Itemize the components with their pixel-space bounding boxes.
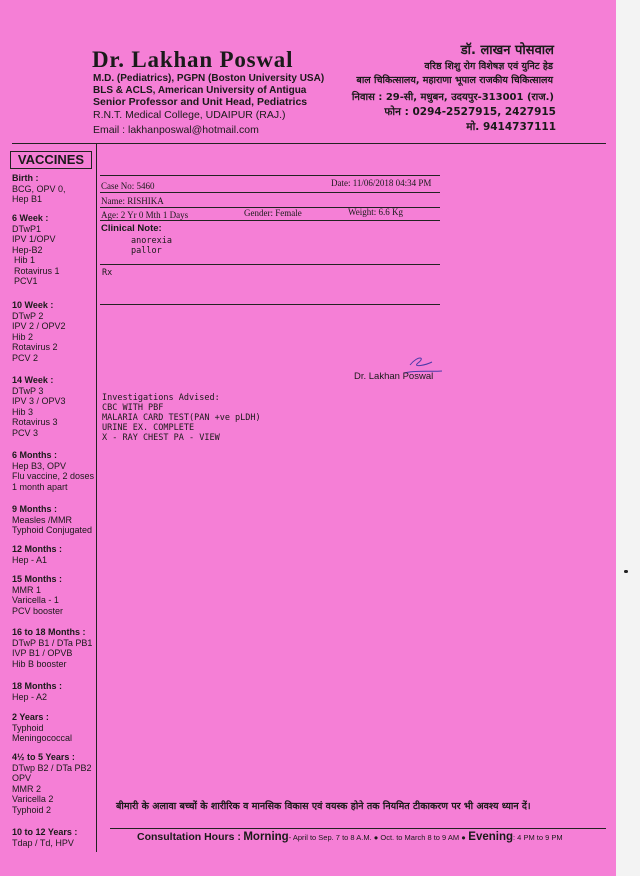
investigations-label: Investigations Advised: xyxy=(102,393,220,403)
morning-label: Morning xyxy=(243,831,289,843)
vaccine-section-heading: 4½ to 5 Years : xyxy=(12,752,75,762)
vaccine-item: DTwp B2 / DTa PB2 xyxy=(12,762,92,773)
doctor-name: Dr. Lakhan Poswal xyxy=(92,47,294,72)
consultation-hours xyxy=(137,831,563,843)
clinical-note-label: Clinical Note: xyxy=(101,223,162,234)
vaccine-item: DTwP1 xyxy=(12,223,42,234)
patient-top-rule xyxy=(100,175,440,176)
footer-divider xyxy=(110,828,606,829)
vaccine-item: Typhoid xyxy=(12,722,44,733)
vaccine-item: Rotavirus 3 xyxy=(12,417,58,427)
hindi-phone: फोन : 0294-2527915, 2427915 xyxy=(384,106,556,118)
vaccines-title xyxy=(10,151,92,169)
header-divider xyxy=(12,143,606,144)
vaccine-item: Hib 2 xyxy=(12,331,34,342)
vaccine-item: Hep B3, OPV xyxy=(12,460,67,471)
vaccine-section-heading: 15 Months : xyxy=(12,574,63,584)
vaccine-item: IPV 3 / OPV3 xyxy=(12,396,66,406)
vaccine-item: DTwP 3 xyxy=(12,385,44,396)
vaccine-section-heading: 6 Week : xyxy=(12,213,49,223)
vaccine-section-heading: Birth : xyxy=(12,173,39,183)
vaccine-section xyxy=(12,752,92,815)
vaccine-item: Tdap / Td, HPV xyxy=(12,837,74,848)
vaccine-item: Rotavirus 2 xyxy=(12,342,58,352)
evening-label: Evening xyxy=(468,831,514,843)
hindi-mobile: मो. 9414737111 xyxy=(466,121,556,133)
hindi-address: निवास : 29-सी, मधुबन, उदयपुर-313001 (राज.) xyxy=(351,92,554,103)
vaccine-item: Hib B booster xyxy=(12,658,67,669)
vaccine-item: Varicella 2 xyxy=(12,794,54,804)
vaccine-section xyxy=(12,627,92,669)
vaccine-section-heading: 6 Months : xyxy=(12,450,57,460)
vaccine-section-heading: 10 to 12 Years : xyxy=(12,827,78,837)
vaccine-item: PCV booster xyxy=(12,605,64,616)
vaccine-section xyxy=(12,450,94,492)
edge-speck xyxy=(624,570,628,573)
vaccine-item: Hep - A2 xyxy=(12,691,48,702)
vaccine-section xyxy=(12,712,72,744)
vaccine-item: Varicella - 1 xyxy=(12,595,59,605)
case-rule xyxy=(100,192,440,193)
hindi-title: वरिष्ठ शिशु रोग विशेषज्ञ एवं युनिट हेड xyxy=(424,61,553,72)
hindi-vaccination-note: बीमारी के अलावा बच्चों के शारीरिक व मानसिक विकास एवं वयस्क होने तक नियमित टीकाकरण पर भी अवश्य ध्यान दें। xyxy=(116,801,531,812)
morning-hours: - April to Sep. 7 to 8 A.M. ● Oct. to March 8 to 9 AM ● xyxy=(288,833,466,842)
vaccine-item: IPV 2 / OPV2 xyxy=(12,321,66,331)
vaccine-section-heading: 14 Week : xyxy=(12,375,54,385)
vaccine-item: 1 month apart xyxy=(12,481,68,492)
vaccine-item: PCV 2 xyxy=(12,352,39,363)
vaccine-item: Hib 3 xyxy=(12,406,34,417)
age-rule xyxy=(100,220,440,221)
vaccine-item: PCV1 xyxy=(14,276,38,286)
vaccine-section xyxy=(12,213,60,287)
clinical-rule xyxy=(100,264,440,265)
vaccine-item: MMR 2 xyxy=(12,783,41,794)
vaccine-column-divider xyxy=(96,144,97,852)
rx-label: Rx xyxy=(102,268,113,278)
credentials-line-2: BLS & ACLS, American University of Antigua xyxy=(93,85,307,96)
vaccine-item: Hep-B2 xyxy=(12,244,43,255)
vaccine-section xyxy=(12,173,66,205)
signature-name: Dr. Lakhan Poswal xyxy=(354,371,434,382)
vaccine-item: MMR 1 xyxy=(12,584,41,595)
vaccine-section xyxy=(12,544,62,565)
vaccine-item: IVP B1 / OPVB xyxy=(12,648,73,658)
vaccine-section xyxy=(12,300,66,363)
position-line: Senior Professor and Unit Head, Pediatrics xyxy=(93,96,308,108)
investigation-3: URINE EX. COMPLETE xyxy=(102,423,195,433)
vaccine-section xyxy=(12,504,92,536)
evening-hours: : 4 PM to 9 PM xyxy=(513,833,563,842)
clinical-note-2: pallor xyxy=(131,246,162,256)
vaccine-section-heading: 2 Years : xyxy=(12,712,49,722)
vaccines-title-text: VACCINES xyxy=(17,152,85,167)
investigation-4: X - RAY CHEST PA - VIEW xyxy=(102,433,220,443)
patient-gender: Gender: Female xyxy=(244,208,302,218)
vaccine-item: Measles /MMR xyxy=(12,514,73,525)
vaccine-item: Meningococcal xyxy=(12,733,73,743)
vaccine-item: Hib 1 xyxy=(14,255,36,265)
vaccine-section-heading: 9 Months : xyxy=(12,504,57,514)
vaccine-section-heading: 18 Months : xyxy=(12,681,63,691)
vaccine-section xyxy=(12,375,66,438)
vaccine-item: OPV xyxy=(12,773,32,783)
vaccine-section-heading: 10 Week : xyxy=(12,300,54,310)
vaccine-item: BCG, OPV 0, xyxy=(12,183,66,194)
vaccine-section-heading: 12 Months : xyxy=(12,544,63,554)
hindi-hospital: बाल चिकित्सालय, महाराणा भूपाल राजकीय चिकित्सालय xyxy=(356,75,553,86)
hindi-doctor-name: डॉ. लाखन पोसवाल xyxy=(460,43,554,58)
vaccine-item: Typhoid Conjugated xyxy=(12,525,93,535)
vaccine-item: Typhoid 2 xyxy=(12,804,52,815)
vaccine-item: Hep - A1 xyxy=(12,554,48,565)
case-number: Case No: 5460 xyxy=(101,181,155,191)
vaccine-section-heading: 16 to 18 Months : xyxy=(12,627,86,637)
rx-rule xyxy=(100,304,440,305)
vaccine-item: DTwP 2 xyxy=(12,310,44,321)
email-line: Email : lakhanposwal@hotmail.com xyxy=(93,124,259,136)
consultation-label: Consultation Hours : xyxy=(137,831,241,843)
vaccine-item: DTwP B1 / DTa PB1 xyxy=(12,637,93,648)
vaccine-section xyxy=(12,681,62,702)
vaccine-item: PCV 3 xyxy=(12,427,39,438)
investigation-1: CBC WITH PBF xyxy=(102,403,164,413)
patient-name: Name: RISHIKA xyxy=(101,196,164,206)
college-line: R.N.T. Medical College, UDAIPUR (RAJ.) xyxy=(93,109,286,121)
vaccine-item: Rotavirus 1 xyxy=(14,265,60,276)
vaccine-section xyxy=(12,827,77,848)
clinical-note-1: anorexia xyxy=(131,236,172,246)
vaccine-item: Flu vaccine, 2 doses xyxy=(12,471,95,481)
credentials-line-1: M.D. (Pediatrics), PGPN (Boston University USA) xyxy=(93,73,325,84)
vaccine-item: IPV 1/OPV xyxy=(12,234,56,244)
vaccine-section xyxy=(12,574,63,616)
patient-age: Age: 2 Yr 0 Mth 1 Days xyxy=(101,210,189,220)
patient-weight: Weight: 6.6 Kg xyxy=(348,207,404,217)
visit-date: Date: 11/06/2018 04:34 PM xyxy=(331,178,432,188)
vaccine-item: Hep B1 xyxy=(12,194,43,204)
investigation-2: MALARIA CARD TEST(PAN +ve pLDH) xyxy=(102,413,261,423)
